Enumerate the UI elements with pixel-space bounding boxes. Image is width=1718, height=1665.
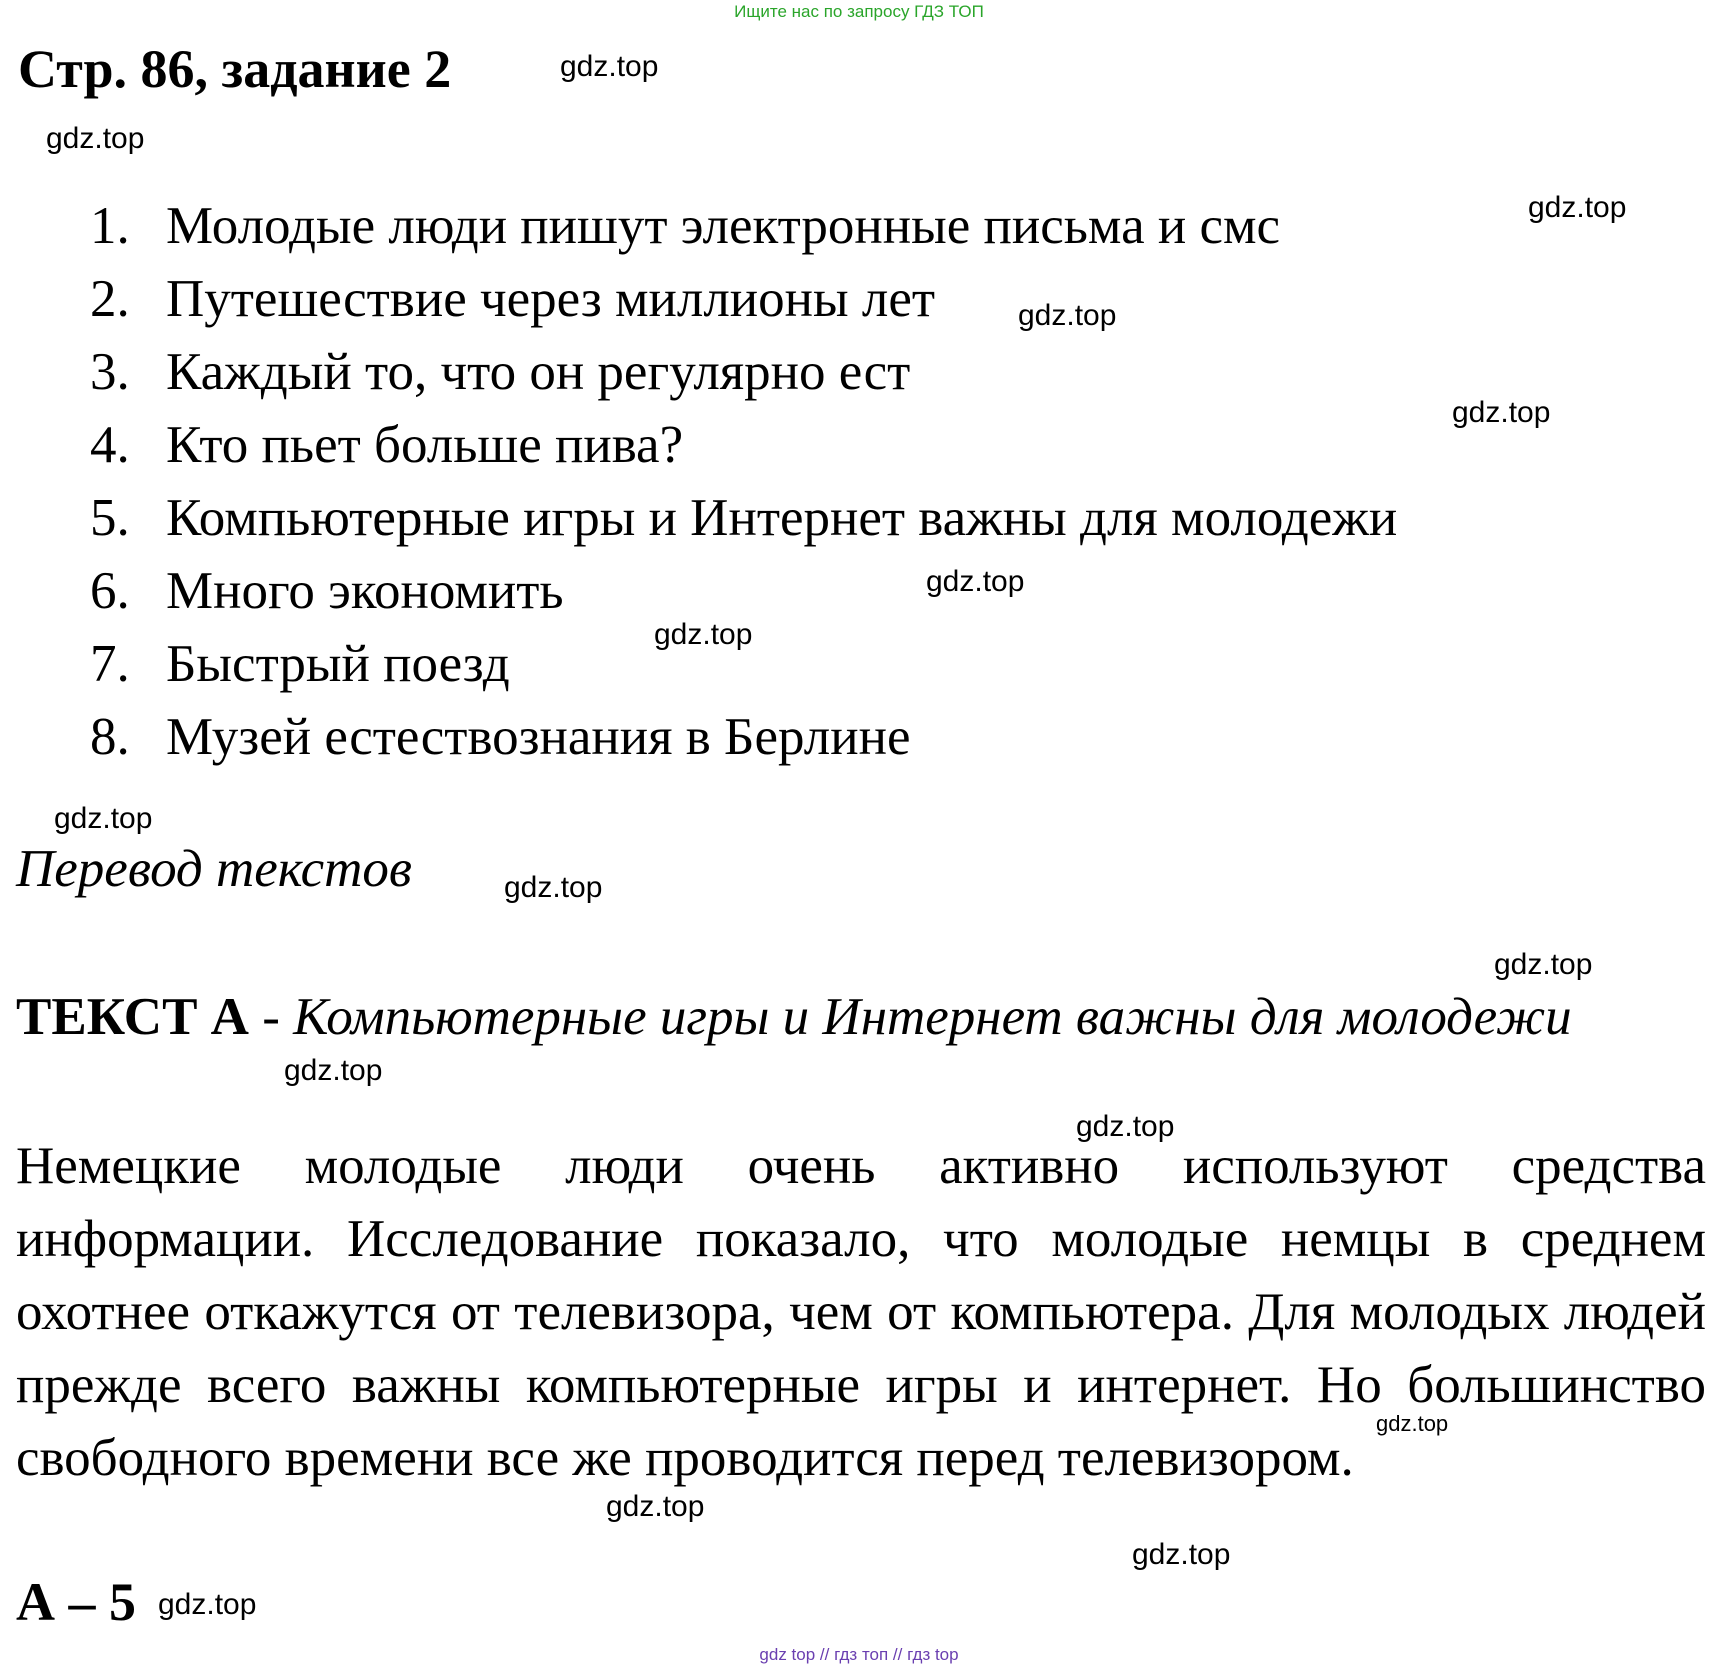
watermark: gdz.top	[1132, 1538, 1231, 1571]
list-item-text: Компьютерные игры и Интернет важны для молодежи	[166, 489, 1398, 547]
watermark: gdz.top	[158, 1588, 257, 1621]
watermark: gdz.top	[1452, 396, 1551, 429]
watermark: gdz.top	[1076, 1110, 1175, 1143]
watermark: gdz.top	[504, 871, 603, 904]
list-item	[90, 701, 1397, 774]
top-banner: Ищите нас по запросу ГДЗ ТОП	[734, 2, 984, 21]
list-item-number: 4.	[90, 416, 130, 474]
watermark: gdz.top	[926, 565, 1025, 598]
answer-list	[90, 190, 1397, 774]
list-item-text: Кто пьет больше пива?	[166, 416, 684, 474]
list-item-text: Музей естествознания в Берлине	[166, 708, 911, 766]
list-item	[90, 482, 1397, 555]
page-title: Стр. 86, задание 2	[18, 39, 452, 99]
watermark: gdz.top	[54, 802, 153, 835]
watermark: gdz.top	[1494, 948, 1593, 981]
watermark: gdz.top	[1528, 191, 1627, 224]
list-item-number: 6.	[90, 562, 130, 620]
list-item-text: Быстрый поезд	[166, 635, 510, 693]
text-a-title: Компьютерные игры и Интернет важны для молодежи	[293, 988, 1572, 1046]
list-item-text: Много экономить	[166, 562, 564, 620]
list-item	[90, 190, 1397, 263]
section-title: Перевод текстов	[16, 840, 412, 898]
list-item-text: Путешествие через миллионы лет	[166, 270, 936, 328]
answer-mapping: А – 5	[16, 1572, 136, 1632]
list-item-number: 2.	[90, 270, 130, 328]
list-item-number: 7.	[90, 635, 130, 693]
watermark: gdz.top	[284, 1054, 383, 1087]
list-item-number: 5.	[90, 489, 130, 547]
list-item-number: 1.	[90, 197, 130, 255]
text-a-body: Немецкие молодые люди очень активно используют средства информации. Исследование показало, что молодые немцы в среднем охотнее откажутся от телевизора, чем от компьютера. Для молодых людей прежде всего важны компьютерные игры и интернет. Но большинство свободного времени все же проводится перед телевизором.	[16, 1137, 1706, 1487]
watermark: gdz.top	[46, 122, 145, 155]
watermark: gdz.top	[1376, 1411, 1449, 1436]
list-item	[90, 263, 1397, 336]
watermark: gdz.top	[1018, 299, 1117, 332]
watermark: gdz.top	[560, 50, 659, 83]
watermark: gdz.top	[606, 1490, 705, 1523]
text-a-heading	[16, 980, 1706, 1055]
list-item	[90, 336, 1397, 409]
footer-links: gdz top // гдз топ // гдз top	[759, 1645, 959, 1664]
list-item-number: 3.	[90, 343, 130, 401]
list-item	[90, 409, 1397, 482]
list-item-text: Молодые люди пишут электронные письма и смс	[166, 197, 1281, 255]
text-a-dash: -	[262, 988, 280, 1046]
watermark: gdz.top	[654, 618, 753, 651]
list-item-number: 8.	[90, 708, 130, 766]
list-item-text: Каждый то, что он регулярно ест	[166, 343, 911, 401]
text-a-label: ТЕКСТ А	[16, 988, 249, 1046]
